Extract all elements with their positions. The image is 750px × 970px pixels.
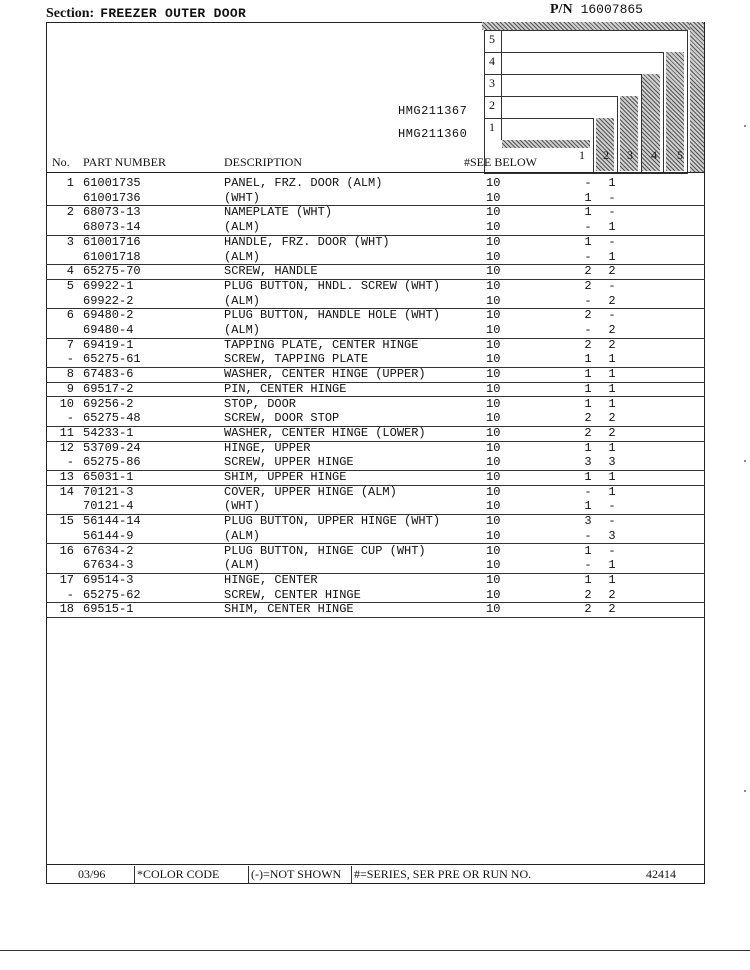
- description: (ALM): [224, 220, 261, 235]
- scan-speck: [744, 125, 746, 127]
- description: COVER, UPPER HINGE (ALM): [224, 484, 397, 499]
- qty-column-2: -: [608, 205, 616, 220]
- description: (WHT): [224, 190, 261, 205]
- scan-speck: [744, 790, 746, 792]
- part-number: 69480-4: [83, 323, 134, 337]
- qty-column-1: 1: [584, 572, 592, 587]
- item-number: 16: [59, 543, 74, 558]
- series: 10: [486, 190, 501, 205]
- description: HINGE, UPPER: [224, 440, 311, 455]
- part-number: 53709-24: [83, 440, 141, 455]
- stair-number-divider: [501, 30, 502, 140]
- item-number: 18: [59, 602, 74, 617]
- qty-column-2: 2: [608, 602, 616, 617]
- qty-column-1: -: [584, 323, 592, 337]
- description: PLUG BUTTON, HANDLE HOLE (WHT): [224, 308, 441, 323]
- item-number: 5: [66, 278, 74, 293]
- series: 10: [486, 484, 501, 499]
- item-number: -: [66, 587, 74, 602]
- part-number: 65275-62: [83, 587, 141, 602]
- stair-number-3: 3: [489, 76, 495, 90]
- qty-column-1: 1: [584, 205, 592, 220]
- page-bottom-rule: [0, 950, 750, 951]
- item-number: 3: [66, 234, 74, 249]
- stair-number-2: 2: [489, 98, 495, 112]
- part-number: 67483-6: [83, 367, 134, 382]
- series: 10: [486, 558, 501, 573]
- qty-column-1: 3: [584, 455, 592, 470]
- footer-divider: [46, 864, 705, 865]
- table-row: [46, 220, 705, 236]
- description: SCREW, HANDLE: [224, 264, 318, 279]
- qty-column-1: 1: [584, 396, 592, 411]
- item-number: 15: [59, 514, 74, 529]
- hatch-2: [596, 118, 614, 171]
- description: SCREW, UPPER HINGE: [224, 455, 354, 470]
- pn-label: P/N: [550, 2, 573, 17]
- section-label: Section:: [46, 6, 95, 21]
- table-row: [46, 264, 705, 280]
- qty-column-2: -: [608, 308, 616, 323]
- item-number: 9: [66, 381, 74, 396]
- description: SHIM, UPPER HINGE: [224, 470, 347, 484]
- part-number: 61001718: [83, 249, 141, 264]
- series: 10: [486, 367, 501, 382]
- series: 10: [486, 587, 501, 602]
- qty-column-2: -: [608, 278, 616, 293]
- qty-column-1: 2: [584, 264, 592, 279]
- qty-column-2: 2: [608, 425, 616, 440]
- qty-column-1: 1: [584, 440, 592, 455]
- table-row: [46, 205, 705, 220]
- qty-column-1: 1: [584, 234, 592, 249]
- table-row: [46, 397, 705, 412]
- qty-column-2: 1: [608, 572, 616, 587]
- qty-column-2: 2: [608, 587, 616, 602]
- part-number: 56144-14: [83, 514, 141, 529]
- description: (ALM): [224, 249, 261, 264]
- table-row: [46, 411, 705, 427]
- qty-column-1: 1: [584, 381, 592, 396]
- hatch-top: [482, 22, 704, 30]
- header-series: #SEE BELOW: [464, 155, 537, 169]
- qty-column-1: 2: [584, 337, 592, 352]
- qty-column-2: 2: [608, 411, 616, 426]
- qty-column-1: -: [584, 528, 592, 543]
- series: 10: [486, 176, 501, 190]
- part-number: 69922-1: [83, 278, 134, 293]
- table-row: [46, 308, 705, 323]
- column-number-3: 3: [627, 148, 633, 162]
- qty-column-2: 2: [608, 337, 616, 352]
- qty-column-2: 2: [608, 323, 616, 337]
- qty-column-2: 1: [608, 470, 616, 484]
- footer-date: 03/96: [78, 867, 106, 881]
- description: TAPPING PLATE, CENTER HINGE: [224, 337, 419, 352]
- qty-column-1: 2: [584, 308, 592, 323]
- series: 10: [486, 514, 501, 529]
- part-number: 69480-2: [83, 308, 134, 323]
- description: SCREW, CENTER HINGE: [224, 587, 361, 602]
- table-row: [46, 235, 705, 250]
- qty-column-1: 2: [584, 425, 592, 440]
- description: (ALM): [224, 528, 261, 543]
- part-number: 65031-1: [83, 470, 134, 484]
- part-number: 65275-61: [83, 352, 141, 367]
- table-row: [46, 250, 705, 266]
- qty-column-1: 1: [584, 543, 592, 558]
- footer-color-code: *COLOR CODE: [137, 867, 220, 881]
- qty-column-2: -: [608, 190, 616, 205]
- table-row: [46, 558, 705, 574]
- part-number: 65275-48: [83, 411, 141, 426]
- table-row: [46, 176, 705, 191]
- part-number-heading: [550, 2, 643, 18]
- footer-separator: [248, 866, 249, 883]
- item-number: 2: [66, 205, 74, 220]
- footer-series-note: #=SERIES, SER PRE OR RUN NO.: [354, 867, 532, 881]
- qty-column-2: 1: [608, 440, 616, 455]
- footer-doc-number: 42414: [646, 867, 676, 881]
- header-description: DESCRIPTION: [224, 155, 303, 169]
- qty-column-1: 1: [584, 367, 592, 382]
- description: (ALM): [224, 558, 261, 573]
- part-number: 69256-2: [83, 396, 134, 411]
- pn-value: 16007865: [580, 2, 643, 17]
- description: (WHT): [224, 499, 261, 514]
- part-number: 69922-2: [83, 293, 134, 308]
- part-number: 67634-3: [83, 558, 134, 573]
- qty-column-2: 1: [608, 367, 616, 382]
- part-number: 61001736: [83, 190, 141, 205]
- column-number-2: 2: [603, 148, 609, 162]
- header-divider: [46, 172, 705, 173]
- table-row: [46, 191, 705, 207]
- series: 10: [486, 323, 501, 337]
- series: 10: [486, 455, 501, 470]
- part-number: 69515-1: [83, 602, 134, 617]
- description: SHIM, CENTER HINGE: [224, 602, 354, 617]
- description: WASHER, CENTER HINGE (UPPER): [224, 367, 426, 382]
- part-number: 69419-1: [83, 337, 134, 352]
- item-number: 7: [66, 337, 74, 352]
- table-row: [46, 441, 705, 456]
- qty-column-1: -: [584, 249, 592, 264]
- table-row: [46, 382, 705, 398]
- description: PANEL, FRZ. DOOR (ALM): [224, 176, 383, 190]
- part-number: 70121-3: [83, 484, 134, 499]
- part-number: 65275-70: [83, 264, 141, 279]
- series: 10: [486, 528, 501, 543]
- qty-column-1: -: [584, 558, 592, 573]
- qty-column-1: 2: [584, 602, 592, 617]
- part-number: 69514-3: [83, 572, 134, 587]
- series: 10: [486, 264, 501, 279]
- qty-column-1: -: [584, 484, 592, 499]
- series: 10: [486, 572, 501, 587]
- series: 10: [486, 470, 501, 484]
- qty-column-2: 3: [608, 455, 616, 470]
- item-number: 11: [59, 425, 74, 440]
- part-number: 54233-1: [83, 425, 134, 440]
- column-number-4: 4: [651, 148, 657, 162]
- description: SCREW, TAPPING PLATE: [224, 352, 369, 367]
- series: 10: [486, 352, 501, 367]
- qty-column-2: -: [608, 514, 616, 529]
- qty-column-2: -: [608, 543, 616, 558]
- item-number: 14: [59, 484, 74, 499]
- scan-speck: [744, 460, 746, 462]
- qty-column-2: 3: [608, 528, 616, 543]
- stair-number-5: 5: [489, 32, 495, 46]
- series: 10: [486, 337, 501, 352]
- stair-number-4: 4: [489, 54, 495, 68]
- series: 10: [486, 249, 501, 264]
- description: NAMEPLATE (WHT): [224, 205, 333, 220]
- item-number: 12: [59, 440, 74, 455]
- item-number: 6: [66, 308, 74, 323]
- item-number: 4: [66, 264, 74, 279]
- series: 10: [486, 234, 501, 249]
- table-row: [46, 514, 705, 529]
- hatch-right: [690, 22, 704, 172]
- item-number: -: [66, 455, 74, 470]
- footer-separator: [134, 866, 135, 883]
- table-row: [46, 573, 705, 588]
- description: PIN, CENTER HINGE: [224, 381, 347, 396]
- series: 10: [486, 602, 501, 617]
- description: STOP, DOOR: [224, 396, 297, 411]
- series: 10: [486, 278, 501, 293]
- table-row: [46, 455, 705, 471]
- part-number: 68073-14: [83, 220, 141, 235]
- model-code-2: HMG211360: [398, 127, 468, 141]
- qty-column-1: 1: [584, 499, 592, 514]
- description: PLUG BUTTON, UPPER HINGE (WHT): [224, 514, 441, 529]
- item-number: 13: [59, 470, 74, 484]
- footer-separator: [351, 866, 352, 883]
- header-part-number: PART NUMBER: [83, 155, 166, 169]
- footer-not-shown: (-)=NOT SHOWN: [251, 867, 342, 881]
- qty-column-1: 2: [584, 278, 592, 293]
- model-code-1: HMG211367: [398, 104, 468, 118]
- part-number: 61001735: [83, 176, 141, 190]
- series: 10: [486, 220, 501, 235]
- table-row: [46, 529, 705, 545]
- description: PLUG BUTTON, HNDL. SCREW (WHT): [224, 278, 441, 293]
- qty-column-1: -: [584, 220, 592, 235]
- part-number: 67634-2: [83, 543, 134, 558]
- table-row: [46, 352, 705, 368]
- table-row: [46, 588, 705, 604]
- qty-column-2: 1: [608, 396, 616, 411]
- qty-column-2: 1: [608, 176, 616, 190]
- item-number: -: [66, 411, 74, 426]
- qty-column-2: 1: [608, 249, 616, 264]
- description: WASHER, CENTER HINGE (LOWER): [224, 425, 426, 440]
- series: 10: [486, 396, 501, 411]
- table-row: [46, 279, 705, 294]
- series: 10: [486, 308, 501, 323]
- qty-column-2: 1: [608, 484, 616, 499]
- qty-column-2: 1: [608, 381, 616, 396]
- table-row: [46, 485, 705, 500]
- qty-column-1: 1: [584, 352, 592, 367]
- table-row: [46, 602, 705, 618]
- table-row: [46, 470, 705, 486]
- section-heading: [46, 6, 246, 22]
- series: 10: [486, 425, 501, 440]
- series: 10: [486, 381, 501, 396]
- description: (ALM): [224, 293, 261, 308]
- description: PLUG BUTTON, HINGE CUP (WHT): [224, 543, 426, 558]
- qty-column-2: 2: [608, 264, 616, 279]
- qty-column-2: -: [608, 234, 616, 249]
- qty-column-1: 1: [584, 190, 592, 205]
- qty-column-1: -: [584, 176, 592, 190]
- series: 10: [486, 293, 501, 308]
- item-number: -: [66, 352, 74, 367]
- series: 10: [486, 411, 501, 426]
- section-value: FREEZER OUTER DOOR: [100, 6, 247, 21]
- qty-column-2: 1: [608, 352, 616, 367]
- table-row: [46, 338, 705, 353]
- hatch-1: [502, 140, 590, 148]
- table-row: [46, 323, 705, 339]
- column-number-1: 1: [579, 148, 585, 162]
- series: 10: [486, 543, 501, 558]
- qty-column-2: 2: [608, 293, 616, 308]
- table-row: [46, 367, 705, 383]
- item-number: 17: [59, 572, 74, 587]
- description: (ALM): [224, 323, 261, 337]
- description: HINGE, CENTER: [224, 572, 318, 587]
- qty-column-2: 1: [608, 220, 616, 235]
- part-number: 68073-13: [83, 205, 141, 220]
- qty-column-1: 2: [584, 411, 592, 426]
- description: HANDLE, FRZ. DOOR (WHT): [224, 234, 390, 249]
- qty-column-1: 2: [584, 587, 592, 602]
- series: 10: [486, 205, 501, 220]
- column-number-5: 5: [677, 148, 683, 162]
- part-number: 69517-2: [83, 381, 134, 396]
- qty-column-2: 1: [608, 558, 616, 573]
- stair-number-1: 1: [489, 120, 495, 134]
- table-row: [46, 544, 705, 559]
- header-no: No.: [52, 155, 70, 169]
- qty-column-2: -: [608, 499, 616, 514]
- series: 10: [486, 440, 501, 455]
- part-number: 70121-4: [83, 499, 134, 514]
- part-number: 56144-9: [83, 528, 134, 543]
- series: 10: [486, 499, 501, 514]
- table-row: [46, 294, 705, 310]
- qty-column-1: -: [584, 293, 592, 308]
- part-number: 65275-86: [83, 455, 141, 470]
- table-row: [46, 426, 705, 442]
- qty-column-1: 1: [584, 470, 592, 484]
- item-number: 1: [66, 176, 74, 190]
- item-number: 8: [66, 367, 74, 382]
- table-row: [46, 499, 705, 515]
- description: SCREW, DOOR STOP: [224, 411, 340, 426]
- qty-column-1: 3: [584, 514, 592, 529]
- item-number: 10: [59, 396, 74, 411]
- part-number: 61001716: [83, 234, 141, 249]
- footer: [46, 866, 705, 884]
